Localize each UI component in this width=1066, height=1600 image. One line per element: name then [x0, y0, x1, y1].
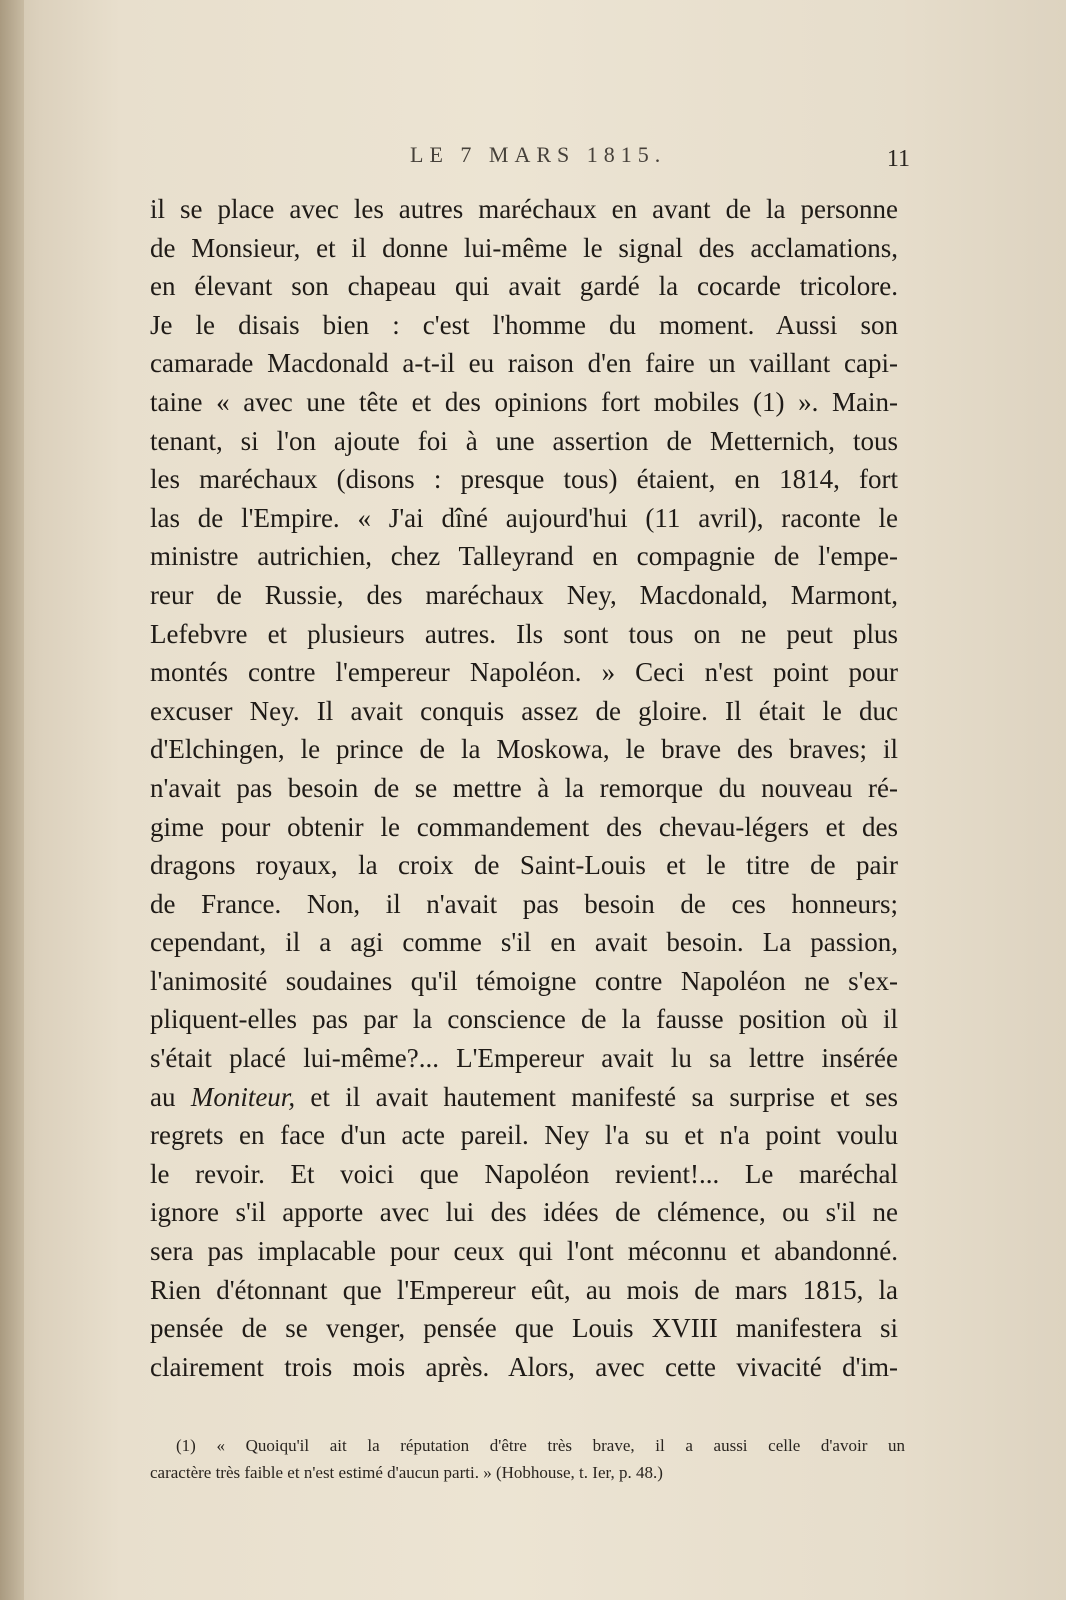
text-line: l'animosité soudaines qu'il témoigne contre Napoléon ne s'ex-	[150, 965, 898, 996]
text-line: sera pas implacable pour ceux qui l'ont méconnu et abandonné.	[150, 1236, 898, 1267]
text-line: il se place avec les autres maréchaux en avant de la personne	[150, 194, 898, 224]
moniteur-suffix: et il avait hautement manifesté sa surprise et ses	[295, 1081, 898, 1112]
running-title: LE 7 MARS 1815.	[410, 142, 667, 167]
moniteur-title: Moniteur,	[190, 1081, 296, 1112]
text-line: de Monsieur, et il donne lui-même le signal des acclamations,	[150, 232, 898, 263]
footnote-line: (1) « Quoiqu'il ait la réputation d'être très brave, il a aussi celle d'avoir un	[176, 1436, 905, 1455]
text-line: tenant, si l'on ajoute foi à une assertion de Metternich, tous	[150, 425, 898, 456]
text-line-moniteur	[150, 1078, 898, 1117]
moniteur-prefix: au	[150, 1081, 191, 1112]
text-line: excuser Ney. Il avait conquis assez de gloire. Il était le duc	[150, 695, 898, 726]
text-line: pensée de se venger, pensée que Louis XVIII manifestera si	[150, 1313, 898, 1344]
text-line: taine « avec une tête et des opinions fort mobiles (1) ». Main-	[150, 386, 898, 417]
text-line: montés contre l'empereur Napoléon. » Ceci n'est point pour	[150, 657, 898, 688]
text-line: cependant, il a agi comme s'il en avait besoin. La passion,	[150, 927, 898, 958]
text-line: de France. Non, il n'avait pas besoin de ces honneurs;	[150, 888, 898, 919]
text-line: camarade Macdonald a-t-il eu raison d'en faire un vaillant capi-	[150, 348, 898, 379]
text-line: les maréchaux (disons : presque tous) étaient, en 1814, fort	[150, 464, 898, 495]
text-line: Je le disais bien : c'est l'homme du moment. Aussi son	[150, 309, 898, 340]
body-text	[150, 190, 898, 1386]
text-line: le revoir. Et voici que Napoléon revient!... Le maréchal	[150, 1158, 898, 1189]
text-line: en élevant son chapeau qui avait gardé la cocarde tricolore.	[150, 271, 898, 302]
footnote	[150, 1432, 905, 1486]
text-line: las de l'Empire. « J'ai dîné aujourd'hui (11 avril), raconte le	[150, 502, 898, 533]
text-line: ignore s'il apporte avec lui des idées de clémence, ou s'il ne	[150, 1197, 898, 1228]
text-line: clairement trois mois après. Alors, avec cette vivacité d'im-	[150, 1351, 898, 1382]
book-gutter	[0, 0, 24, 1600]
text-line: dragons royaux, la croix de Saint-Louis et le titre de pair	[150, 850, 898, 881]
text-line: Rien d'étonnant que l'Empereur eût, au mois de mars 1815, la	[150, 1274, 898, 1305]
text-line: gime pour obtenir le commandement des chevau-légers et des	[150, 811, 898, 842]
text-line: n'avait pas besoin de se mettre à la remorque du nouveau ré-	[150, 772, 898, 803]
text-line: ministre autrichien, chez Talleyrand en compagnie de l'empe-	[150, 541, 898, 572]
text-line: regrets en face d'un acte pareil. Ney l'a su et n'a point voulu	[150, 1120, 898, 1151]
text-line: d'Elchingen, le prince de la Moskowa, le brave des braves; il	[150, 734, 898, 765]
page-number: 11	[886, 146, 910, 172]
text-line: pliquent-elles pas par la conscience de la fausse position où il	[150, 1004, 898, 1035]
text-line: reur de Russie, des maréchaux Ney, Macdonald, Marmont,	[150, 579, 898, 610]
running-head	[150, 140, 910, 180]
text-line: s'était placé lui-même?... L'Empereur avait lu sa lettre insérée	[150, 1043, 898, 1074]
footnote-line: caractère très faible et n'est estimé d'aucun parti. » (Hobhouse, t. Ier, p. 48.)	[150, 1463, 663, 1482]
text-line: Lefebvre et plusieurs autres. Ils sont tous on ne peut plus	[150, 618, 898, 649]
